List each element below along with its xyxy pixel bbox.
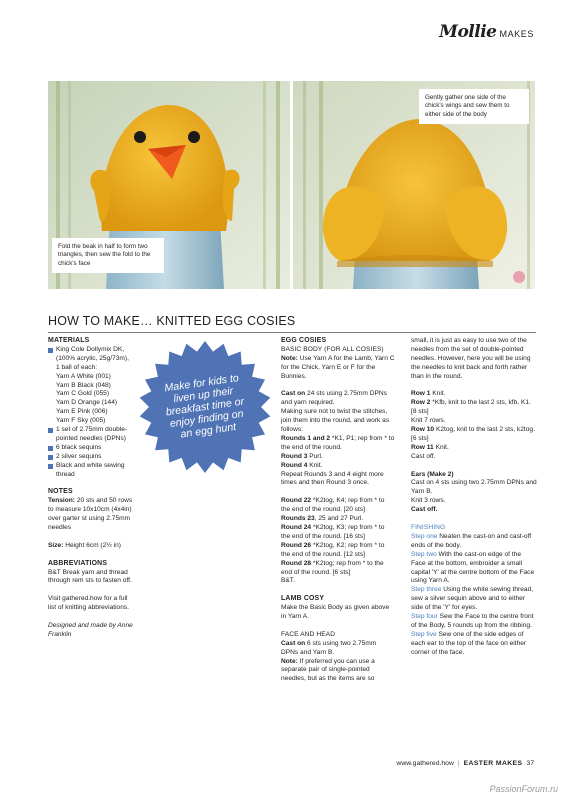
footer-separator: | [457, 760, 460, 767]
square-bullet-icon [48, 455, 53, 460]
lamb-cosy-heading: LAMB COSY [281, 595, 325, 603]
row-step: Row 11 Knit. [411, 443, 449, 451]
column-egg-cosies [281, 337, 395, 684]
materials-item [48, 426, 134, 444]
repeat-instruction: Repeat Rounds 3 and 4 eight more times and then Round 3 once. [281, 470, 384, 487]
column-materials [48, 337, 134, 640]
finishing-step: Step one Neaten the cast-on and cast-off ends of the body. [411, 532, 532, 549]
row-step: Row 1 Knit. [411, 390, 446, 398]
cast-on-step: Cast on 24 sts using 2.75mm DPNs and yarn required. [281, 390, 387, 407]
finish-step: B&T. [281, 577, 295, 585]
brand-script: Mollie [439, 22, 497, 42]
size-note: Size: Height 6cm (2½ in) [48, 541, 121, 549]
materials-item [48, 444, 134, 453]
basic-body-subheading: BASIC BODY (FOR ALL COSIES) [281, 345, 384, 353]
row-step: Row 2 *Kfb, knit to the last 2 sts, kfb, K1. [8 sts] [411, 399, 531, 416]
round-step: Rounds 23, 25 and 27 Purl. [281, 515, 364, 523]
round-step: Round 24 *K2tog, K3; rep from * to the end of the round. [16 sts] [281, 524, 385, 540]
visit-text: Visit gathered.how for a full list of knitting abbreviations. [48, 595, 129, 612]
page-number: 37 [526, 760, 534, 767]
materials-text: Black and white sewing thread [56, 461, 125, 478]
column-finishing [411, 337, 537, 658]
square-bullet-icon [48, 446, 53, 451]
title-divider [48, 332, 536, 333]
watermark: PassionForum.ru [489, 784, 558, 794]
materials-item [48, 346, 134, 373]
materials-item [48, 462, 134, 480]
ears-step: Knit 3 rows. [411, 497, 446, 505]
designer-credit: Designed and made by Anne Franklin [48, 621, 133, 638]
photo-chick-front [48, 81, 290, 289]
notes-heading: NOTES [48, 488, 73, 496]
abbreviations-text: B&T Break yarn and thread through rem sts to fasten off. [48, 568, 132, 585]
materials-item [48, 453, 134, 462]
section-title: HOW TO MAKE… KNITTED EGG COSIES [48, 314, 296, 328]
square-bullet-icon [48, 348, 53, 353]
ears-text: Cast on 4 sts using two 2.75mm DPNs and Yarn B. [411, 479, 537, 496]
materials-text: 1 set of 2.75mm double-pointed needles (DPNs) [56, 426, 128, 442]
brand-suffix: MAKES [499, 29, 534, 39]
round-step: Rounds 1 and 2 *K1, P1; rep from * to the end of the round. [281, 434, 395, 451]
yarn-item: Yarn E Pink (006) [56, 408, 108, 416]
finishing-step: Step five Sew one of the side edges of each ear to the top of the face on either corner of the face. [411, 630, 527, 656]
round-step: Round 26 *K2tog, K2; rep from * to the end of the round. [12 sts] [281, 541, 385, 558]
egg-cosies-heading: EGG COSIES [281, 337, 327, 344]
footer-site-link[interactable]: www.gathered.how [396, 760, 454, 767]
row-step: Cast off. [411, 452, 436, 460]
square-bullet-icon [48, 428, 53, 433]
join-instruction: Making sure not to twist the stitches, join them into the round, and work as follows: [281, 408, 390, 434]
callout-text: Make for kids to liven up their breakfast time or enjoy finding on an egg hunt [163, 372, 245, 441]
materials-text: 6 black sequins [56, 443, 102, 451]
finishing-heading: FINISHING [411, 523, 446, 531]
round-step: Round 22 *K2tog, K4; rep from * to the end of the round. [20 sts] [281, 497, 385, 514]
round-step: Round 3 Purl. [281, 452, 323, 460]
photo-caption-right: Gently gather one side of the chick's wings and sew them to either side of the body [419, 89, 529, 124]
row-step: Row 10 K2tog, knit to the last 2 sts, k2tog. [6 sts] [411, 426, 535, 442]
yarn-item: Yarn B Black (048) [56, 381, 111, 389]
square-bullet-icon [48, 464, 53, 469]
yarn-item: Yarn F Sky (005) [56, 417, 106, 425]
tension-note: Tension: 20 sts and 50 rows to measure 10x10cm (4x4in) over garter st using 2.75mm needles [48, 497, 133, 532]
round-step: Round 4 Knit. [281, 461, 323, 469]
finishing-step: Step two With the cast-on edge of the Face at the bottom, embroider a small capital 'Y' at the centre bottom of the Face using Yarn A. [411, 550, 535, 585]
ears-heading: Ears (Make 2) [411, 470, 454, 478]
yarn-item: Yarn D Orange (144) [56, 399, 118, 407]
face-cast-on-step: Cast on 6 sts using two 2.75mm DPNs and Yarn B. [281, 639, 377, 656]
lamb-cosy-text: Make the Basic Body as given above in Yarn A. [281, 604, 390, 621]
brand-logo [439, 22, 534, 42]
materials-text: King Cole Dollymix DK, (100% acrylic, 25g/73m), 1 ball of each: [56, 345, 129, 371]
callout-starburst [136, 338, 274, 476]
photo-chick-back [293, 81, 535, 289]
page-footer [396, 760, 534, 767]
round-step: Round 28 *K2tog; rep from * to the end of the round. [6 sts] [281, 559, 384, 576]
row-step: Knit 7 rows. [411, 417, 446, 425]
finishing-step: Step four Sew the Face to the centre front of the Body, 5 rounds up from the ribbing. [411, 613, 534, 629]
materials-text: 2 silver sequins [56, 452, 102, 460]
footer-issue: EASTER MAKES [463, 760, 523, 767]
face-note: Note: If preferred you can use a separate pair of single-pointed needles, but as the items are so [281, 657, 375, 683]
face-head-subheading: FACE AND HEAD [281, 630, 336, 638]
materials-heading: MATERIALS [48, 337, 90, 344]
photo-caption-left: Fold the beak in half to form two triangles, then sew the fold to the chick's face [52, 238, 164, 273]
continued-text: small, it is just as easy to use two of the needles from the set of double-pointed needles. However, here you will be using the needles to knit back and forth rather than in the round. [411, 337, 531, 380]
finishing-step: Step three Using the white sewing thread, sew a silver sequin above and to either side of the 'Y' for eyes. [411, 586, 534, 612]
abbreviations-heading: ABBREVIATIONS [48, 559, 108, 567]
basic-body-note: Note: Use Yarn A for the Lamb, Yarn C for the Chick, Yarn E or F for the Bunnies. [281, 354, 395, 380]
yarn-item: Yarn A White (001) [56, 372, 111, 380]
ears-step: Cast off. [411, 506, 438, 514]
yarn-item: Yarn C Gold (055) [56, 390, 110, 398]
callout-text-wrap [136, 338, 274, 476]
